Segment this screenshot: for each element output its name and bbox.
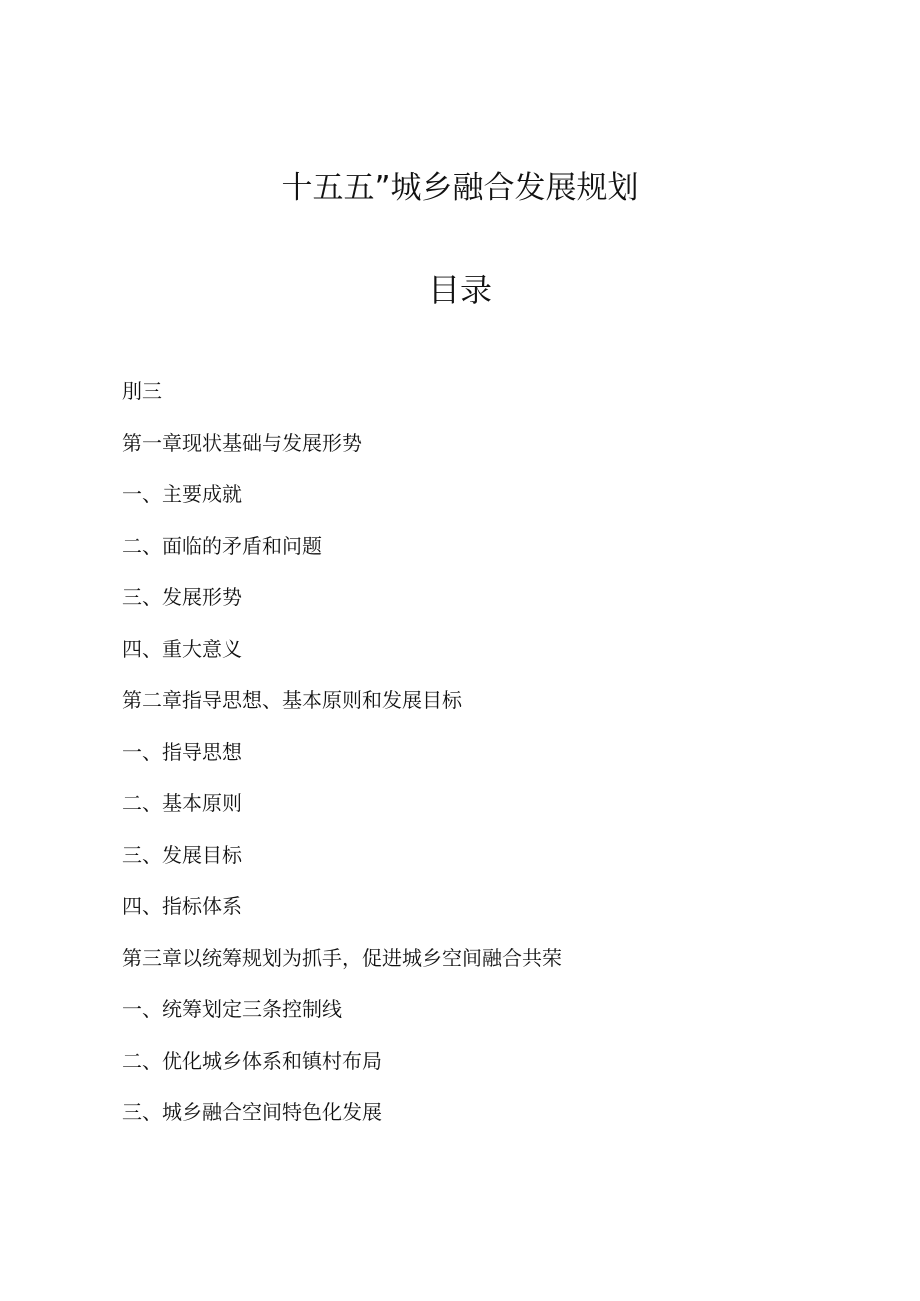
toc-item-2-1[interactable]: 一、指导思想: [122, 739, 242, 764]
toc-list: [122, 374, 562, 1147]
toc-item-1-4[interactable]: 四、重大意义: [122, 636, 242, 661]
toc-item-preface[interactable]: 刖三: [122, 379, 162, 403]
toc-heading: 目录: [427, 271, 492, 309]
toc-item-1-3[interactable]: 三、发展形势: [122, 585, 242, 609]
toc-item-chapter-3[interactable]: 第三章以统筹规划为抓手，促进城乡空间融合共荣: [122, 945, 562, 970]
document-title: 十五五”城乡融合发展规划: [281, 170, 639, 206]
toc-item-3-1[interactable]: 一、统筹划定三条控制线: [122, 997, 342, 1021]
toc-item-2-2[interactable]: 二、基本原则: [122, 791, 242, 815]
toc-item-chapter-1[interactable]: 第一章现状基础与发展形势: [122, 430, 362, 455]
toc-item-1-2[interactable]: 二、面临的矛盾和问题: [122, 533, 322, 558]
toc-item-3-2[interactable]: 二、优化城乡体系和镇村布局: [122, 1048, 382, 1073]
toc-item-3-3[interactable]: 三、城乡融合空间特色化发展: [122, 1100, 382, 1124]
toc-item-2-3[interactable]: 三、发展目标: [122, 842, 242, 867]
toc-item-2-4[interactable]: 四、指标体系: [122, 894, 242, 918]
toc-item-1-1[interactable]: 一、主要成就: [122, 482, 242, 506]
toc-item-chapter-2[interactable]: 第二章指导思想、基本原则和发展目标: [122, 688, 462, 712]
